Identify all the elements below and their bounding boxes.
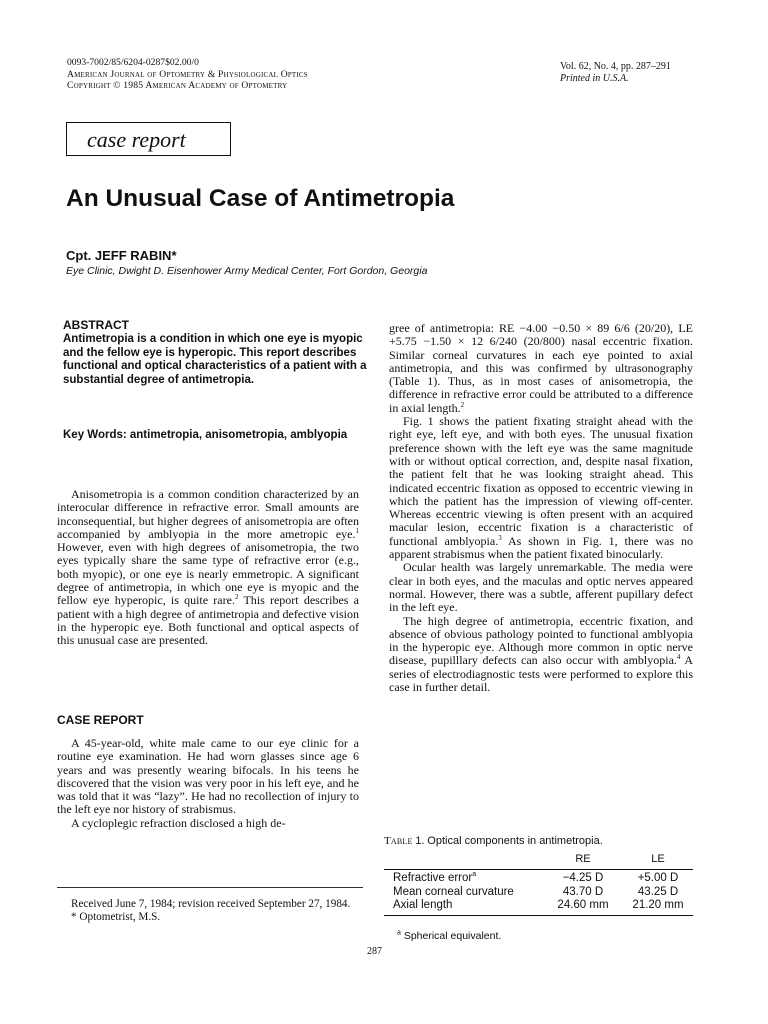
key-words: Key Words: antimetropia, anisometropia, amblyopia bbox=[63, 429, 348, 441]
ref-3: 3 bbox=[498, 533, 502, 542]
col-header-re: RE bbox=[575, 853, 591, 865]
table-label: Table bbox=[384, 835, 413, 847]
right-paragraph-2: Fig. 1 shows the patient fixating straight ahead with the right eye, left eye, and with both eyes. The unusual fixation preference shown with the left eye was the same magnitude with or without optical correction, and, despite nasal fixation, the patient felt that he was looking straight ahead. This indicated eccentric fixation as opposed to eccentric viewing in which the patient has the impression of viewing off-center. Whereas eccentric viewing is often present with an acquired macular lesion, eccentric fixation is a characteristic of functional amblyopia.$^3$ As shown in Fig. 1, there was no apparent strabismus when the patient fixated binocularly. bbox=[389, 414, 693, 562]
case-report-heading: CASE REPORT bbox=[57, 713, 144, 727]
table-cell: 43.70 D bbox=[562, 885, 604, 898]
ref-2: 2 bbox=[234, 593, 239, 602]
footnote-divider bbox=[57, 887, 363, 888]
author-name: Cpt. JEFF RABIN* bbox=[66, 248, 177, 263]
abstract-heading: ABSTRACT bbox=[63, 318, 129, 332]
table-footnote-marker: a bbox=[472, 871, 477, 879]
right-paragraph-1: gree of antimetropia: RE −4.00 −0.50 × 89 6/6 (20/20), LE +5.75 −1.50 × 12 6/240 (20/800) nasal eccentric fixation. Similar corneal curvatures in each eye pointed to axial antimetropia, and this was confirmed by ultrasonography (Table 1). Thus, as in most cases of anisometropia, the difference in refractive error could be attributed to a difference in axial length.$^2$ bbox=[389, 321, 693, 415]
section-tag: case report bbox=[87, 127, 186, 152]
table-cell: 43.25 D bbox=[637, 885, 679, 898]
case-report-text bbox=[57, 737, 359, 830]
optical-components-table bbox=[384, 853, 693, 916]
copyright-line: Copyright © 1985 American Academy of Optometry bbox=[67, 80, 288, 91]
author-affiliation: Eye Clinic, Dwight D. Eisenhower Army Medical Center, Fort Gordon, Georgia bbox=[66, 265, 428, 277]
intro-paragraph: Anisometropia is a common condition characterized by an interocular difference in refractive error. Small amounts are inconsequential, but higher degrees of anisometropia are often accompanied by amblyopia in the more ametropic eye.$^1$ However, even with high degrees of anisometropia, the two eyes typically share the same type of refractive error (e.g., both myopic), or one eye is nearly emmetropic. A significant degree of antimetropia, in which one eye is myopic and the fellow eye hyperopic, is quite rare.$^2$ This report describes a patient with a high degree of antimetropia and defective vision in the hyperopic eye. Both functional and optical aspects of this unusual case are presented. bbox=[57, 487, 360, 648]
table-caption bbox=[384, 835, 694, 847]
printed-line: Printed in U.S.A. bbox=[560, 73, 629, 84]
right-column-text bbox=[389, 322, 693, 694]
table-cell: −4.25 D bbox=[562, 872, 604, 884]
table-caption-text: Optical components in antimetropia. bbox=[427, 835, 603, 847]
table-header-row bbox=[384, 853, 693, 870]
col-header-le: LE bbox=[651, 853, 665, 865]
article-title: An Unusual Case of Antimetropia bbox=[66, 185, 455, 212]
received-note: Received June 7, 1984; revision received September 27, 1984. bbox=[71, 898, 351, 910]
journal-header bbox=[67, 57, 487, 92]
table-cell: 24.60 mm bbox=[557, 899, 609, 911]
volume-info bbox=[560, 61, 730, 85]
page-number: 287 bbox=[367, 946, 382, 957]
section-tag-box bbox=[66, 122, 231, 156]
table-footnote: $^a$ Spherical equivalent. bbox=[397, 929, 502, 942]
right-paragraph-4: The high degree of antimetropia, eccentric fixation, and absence of obvious pathology pointed to functional amblyopia in the hyperopic eye. Although more common in optic nerve disease, pupilllary defects can also occur with amblyopia.$^4$ A series of electrodiagnostic tests were performed to explore this case in further detail. bbox=[389, 613, 693, 695]
article-code: 0093-7002/85/6204-0287$02.00/0 bbox=[67, 57, 199, 68]
ref-4: 4 bbox=[676, 653, 681, 662]
table-cell: 21.20 mm bbox=[632, 899, 684, 911]
table-row: Refractive error$^a$ −4.25 D +5.00 D bbox=[384, 872, 693, 886]
table-number: 1. bbox=[415, 835, 425, 847]
footnotes bbox=[57, 898, 363, 924]
ref-1: 1 bbox=[355, 526, 359, 535]
table-cell: +5.00 D bbox=[637, 872, 679, 884]
author-footnote: * Optometrist, M.S. bbox=[71, 911, 161, 923]
volume-line: Vol. 62, No. 4, pp. 287–291 bbox=[560, 61, 671, 72]
case-paragraph-1: A 45-year-old, white male came to our eye clinic for a routine eye examination. He had worn glasses since age 6 years and was presently wearing bifocals. In his teens he discovered that the vision was very poor in his left eye, and he was told that it was “lazy”. He had no recollection of injury to the left eye nor history of strabismus. bbox=[57, 736, 359, 817]
table-row: Mean corneal curvature 43.70 D 43.25 D bbox=[384, 886, 693, 900]
table-row: Axial length 24.60 mm 21.20 mm bbox=[384, 899, 693, 913]
case-paragraph-2: A cycloplegic refraction disclosed a high de- bbox=[71, 815, 286, 830]
journal-name: American Journal of Optometry & Physiological Optics bbox=[67, 68, 308, 80]
ref-2b: 2 bbox=[460, 400, 465, 409]
intro-text bbox=[57, 488, 359, 648]
right-paragraph-3: Ocular health was largely unremarkable. The media were clear in both eyes, and the maculas and optic nerves appeared normal. However, there was a subtle, afferent pupillary defect in the left eye. bbox=[389, 560, 693, 615]
abstract-text: Antimetropia is a condition in which one eye is myopic and the fellow eye is hyperopic. This report describes functional and optical characteristics of a patient with a substantial degree of antimetropia. bbox=[63, 333, 367, 386]
